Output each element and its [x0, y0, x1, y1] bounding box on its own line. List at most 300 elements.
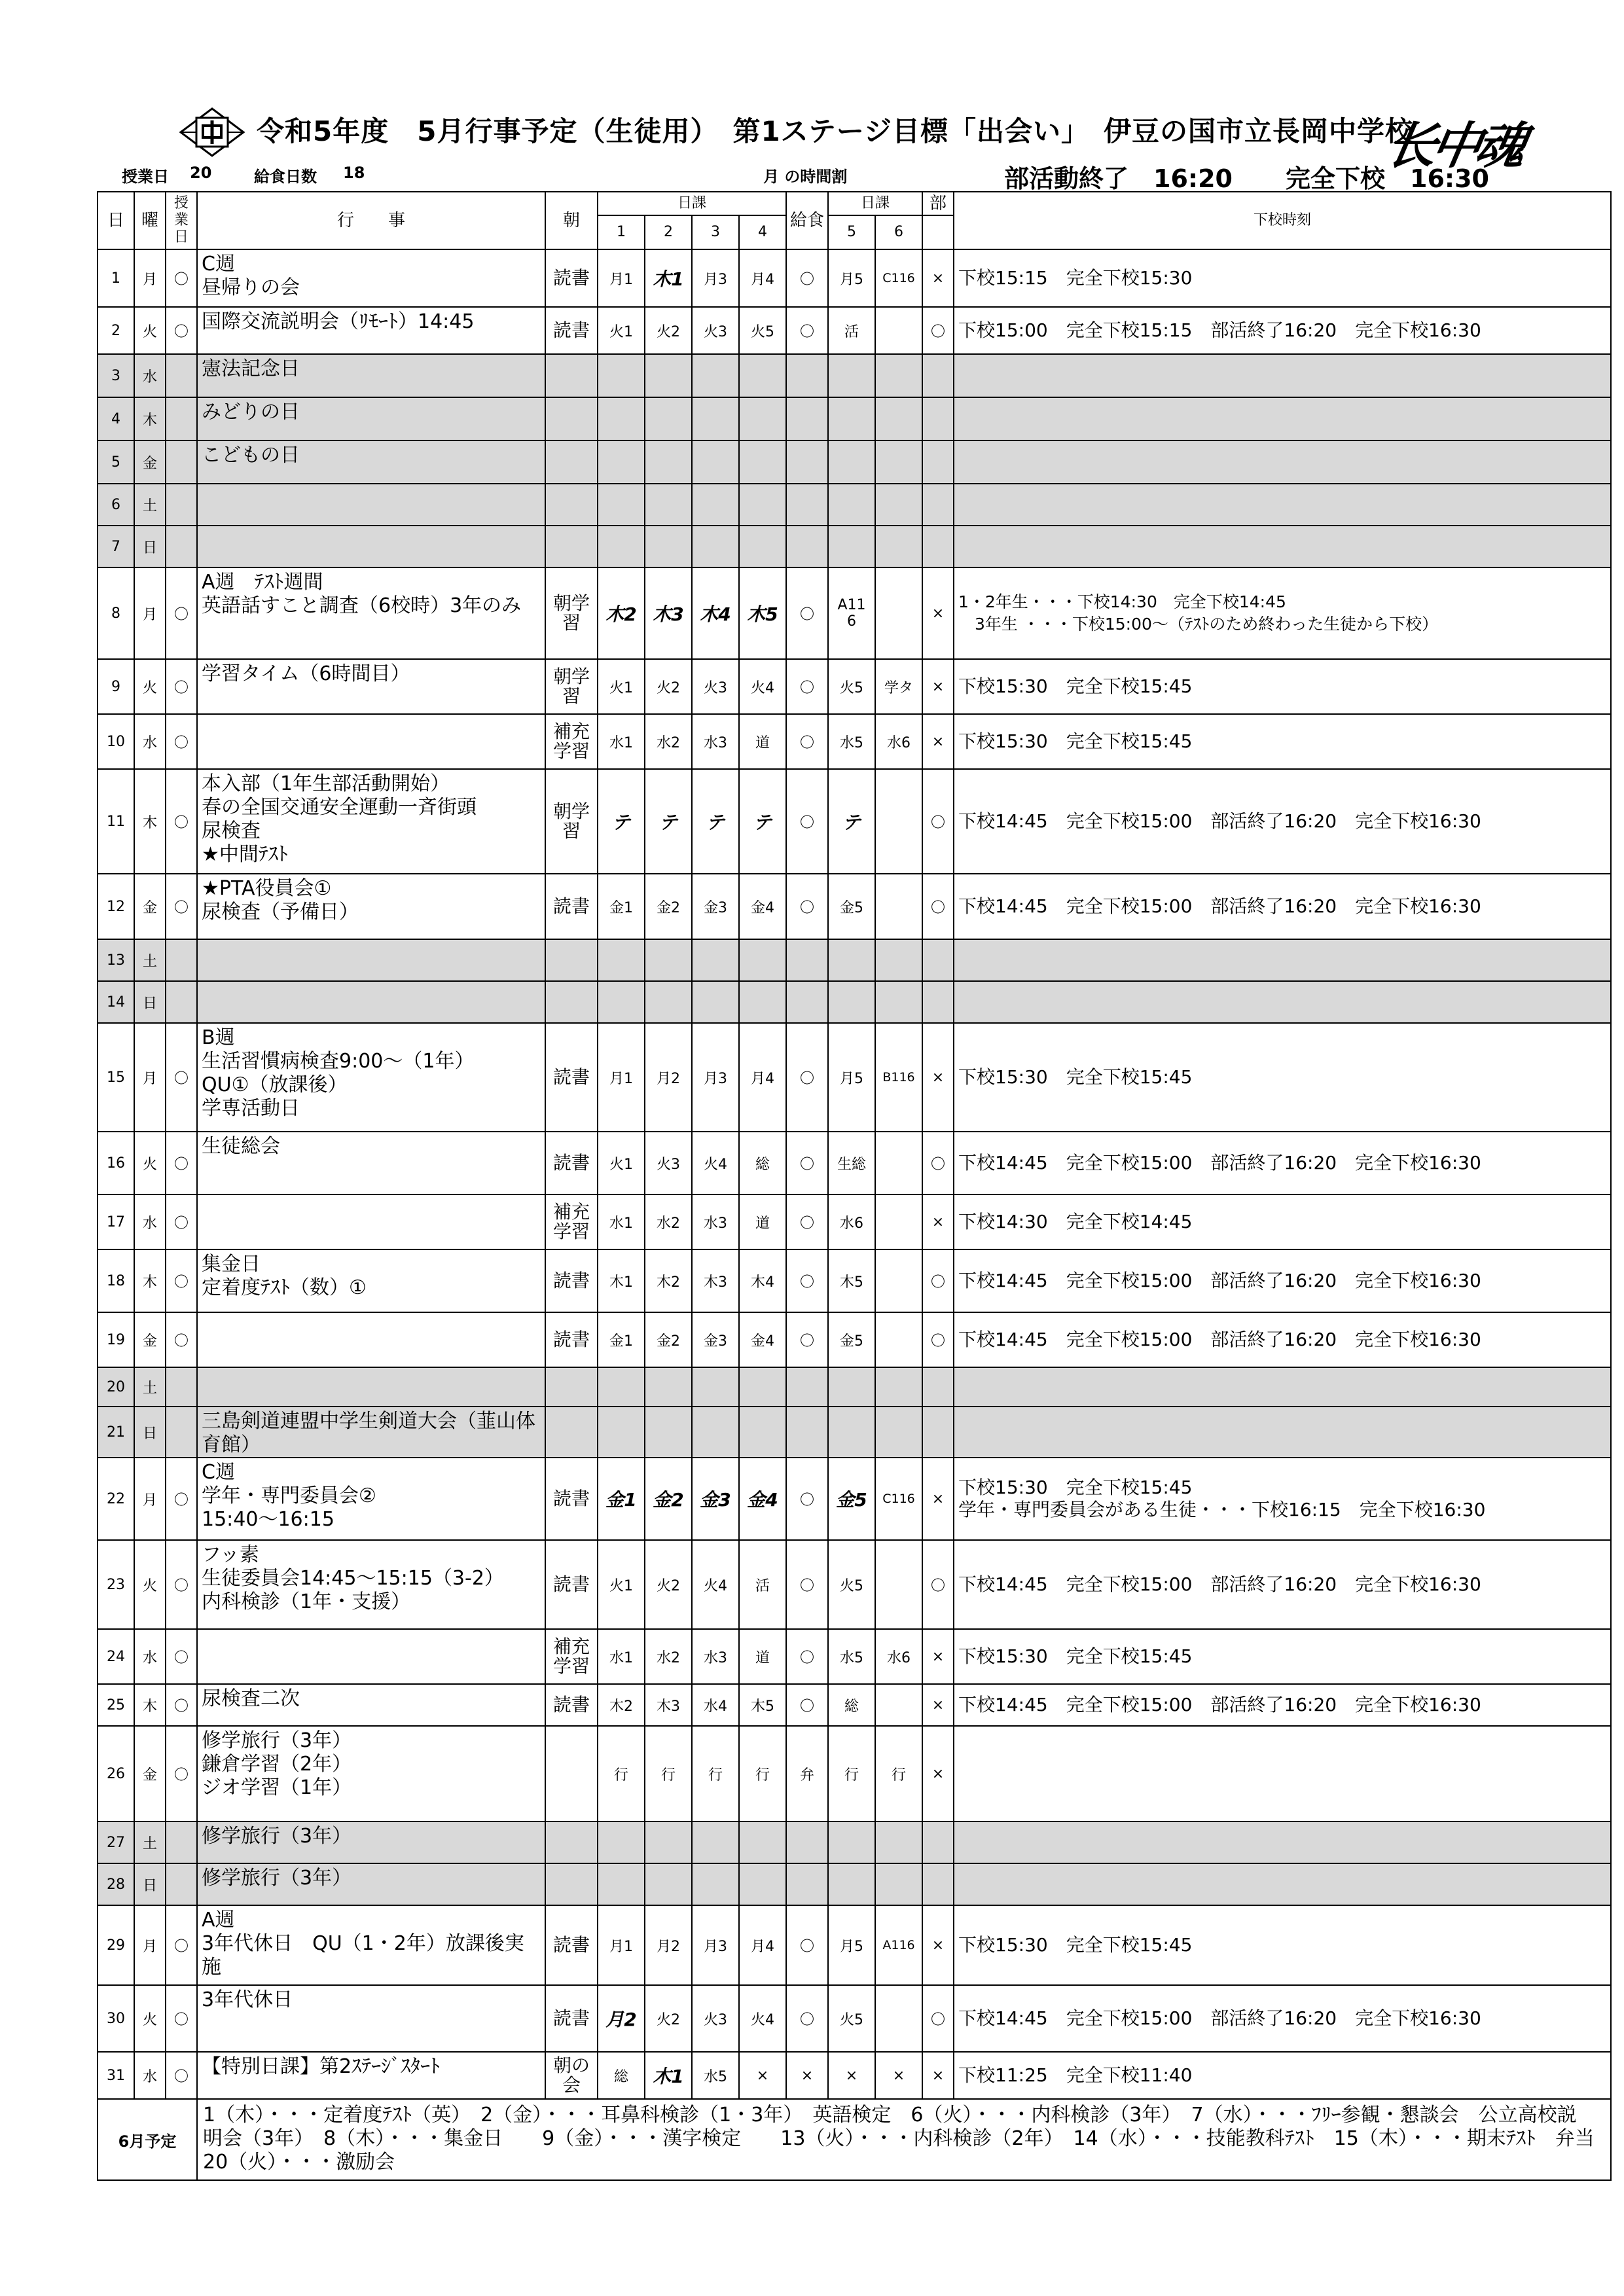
club-mark: 〇 — [922, 1985, 954, 2052]
morning-activity — [545, 440, 598, 484]
table-row — [98, 769, 1611, 874]
school-day-mark: 〇 — [166, 874, 197, 939]
table-row — [98, 1821, 1611, 1863]
lunch-mark — [786, 939, 828, 981]
lunch-mark: 〇 — [786, 1458, 828, 1540]
period-5: 水5 — [828, 1629, 875, 1684]
col-day: 日 — [98, 192, 134, 249]
period-6 — [875, 397, 922, 440]
lunch-mark — [786, 1407, 828, 1458]
col-event: 行 事 — [197, 192, 545, 249]
club-mark: × — [922, 2052, 954, 2099]
period-3: 水5 — [692, 2052, 739, 2099]
table-row — [98, 440, 1611, 484]
dismissal-time — [954, 526, 1611, 567]
period-5: 活 — [828, 307, 875, 354]
lunch-mark — [786, 526, 828, 567]
school-day-mark — [166, 939, 197, 981]
school-day-mark — [166, 397, 197, 440]
period-6 — [875, 1407, 922, 1458]
event-text: A週 3年代休日 QU（1・2年）放課後実 施 — [197, 1905, 545, 1985]
morning-activity — [545, 526, 598, 567]
dismissal-time: 下校14:45 完全下校15:00 部活終了16:20 完全下校16:30 — [954, 1249, 1611, 1312]
event-text: 国際交流説明会（ﾘﾓｰﾄ）14:45 — [197, 307, 545, 354]
lunch-mark: 〇 — [786, 769, 828, 874]
weekday: 月 — [134, 1905, 166, 1985]
period-1: 月1 — [598, 249, 645, 307]
period-1: 金1 — [598, 1312, 645, 1367]
table-row — [98, 397, 1611, 440]
period-2 — [645, 526, 692, 567]
club-mark — [922, 939, 954, 981]
day-number: 28 — [98, 1863, 134, 1905]
col-club: 部 — [922, 192, 954, 215]
period-4 — [739, 526, 786, 567]
period-2: 火2 — [645, 1985, 692, 2052]
dismissal-time — [954, 354, 1611, 397]
school-days-value: 20 — [190, 164, 212, 182]
table-row — [98, 567, 1611, 659]
dismissal-time — [954, 397, 1611, 440]
period-2: 火2 — [645, 307, 692, 354]
day-number: 8 — [98, 567, 134, 659]
dismissal-time — [954, 1726, 1611, 1821]
weekday: 火 — [134, 1985, 166, 2052]
lunch-mark: 〇 — [786, 1132, 828, 1194]
period-3: 月3 — [692, 249, 739, 307]
period-2 — [645, 981, 692, 1023]
weekday: 水 — [134, 354, 166, 397]
event-text — [197, 1194, 545, 1249]
table-row — [98, 939, 1611, 981]
period-5: × — [828, 2052, 875, 2099]
club-mark: × — [922, 659, 954, 714]
col-period-4: 4 — [739, 215, 786, 249]
period-4: 総 — [739, 1132, 786, 1194]
period-3: 木4 — [692, 567, 739, 659]
morning-activity — [545, 1726, 598, 1821]
dismissal-time: 1・2年生・・・下校14:30 完全下校14:45 3年生 ・・・下校15:00～（ﾃｽﾄのため終わった生徒から下校） — [954, 567, 1611, 659]
dismissal-time — [954, 1367, 1611, 1407]
club-mark: × — [922, 567, 954, 659]
period-1 — [598, 484, 645, 526]
col-lunch: 給食 — [786, 192, 828, 249]
period-3: 行 — [692, 1726, 739, 1821]
period-4 — [739, 981, 786, 1023]
morning-activity: 読書 — [545, 1684, 598, 1726]
lunch-mark: 〇 — [786, 1684, 828, 1726]
period-5 — [828, 397, 875, 440]
period-6 — [875, 1985, 922, 2052]
morning-activity — [545, 1407, 598, 1458]
lunch-mark — [786, 1821, 828, 1863]
period-5: 木5 — [828, 1249, 875, 1312]
event-text — [197, 1312, 545, 1367]
weekday: 土 — [134, 1821, 166, 1863]
club-mark — [922, 1367, 954, 1407]
table-row — [98, 354, 1611, 397]
morning-activity — [545, 354, 598, 397]
col-period-6: 6 — [875, 215, 922, 249]
morning-activity: 読書 — [545, 1905, 598, 1985]
period-5 — [828, 440, 875, 484]
dismissal-time: 下校14:45 完全下校15:00 部活終了16:20 完全下校16:30 — [954, 1985, 1611, 2052]
period-6: C116 — [875, 1458, 922, 1540]
club-mark: × — [922, 1023, 954, 1132]
period-3 — [692, 1863, 739, 1905]
weekday: 金 — [134, 440, 166, 484]
lunch-mark — [786, 1367, 828, 1407]
weekday: 木 — [134, 1249, 166, 1312]
club-mark: × — [922, 1684, 954, 1726]
period-2: テ — [645, 769, 692, 874]
period-6 — [875, 939, 922, 981]
table-row — [98, 249, 1611, 307]
period-5: A11 6 — [828, 567, 875, 659]
dismissal-time: 下校15:30 完全下校15:45 — [954, 1905, 1611, 1985]
table-row — [98, 1194, 1611, 1249]
weekday: 金 — [134, 1312, 166, 1367]
school-days-label: 授業日 — [122, 168, 169, 186]
summary-row — [0, 157, 1624, 196]
event-text: B週 生活習慣病検査9:00～（1年） QU①（放課後） 学専活動日 — [197, 1023, 545, 1132]
period-5: 行 — [828, 1726, 875, 1821]
col-club-blank — [922, 215, 954, 249]
period-1: 火1 — [598, 307, 645, 354]
table-row — [98, 1985, 1611, 2052]
table-row — [98, 1132, 1611, 1194]
period-2 — [645, 1367, 692, 1407]
period-3: 火3 — [692, 307, 739, 354]
period-1 — [598, 1407, 645, 1458]
event-text: 本入部（1年生部活動開始） 春の全国交通安全運動一斉街頭 尿検査 ★中間ﾃｽﾄ — [197, 769, 545, 874]
period-5 — [828, 1407, 875, 1458]
period-6: × — [875, 2052, 922, 2099]
weekday: 水 — [134, 2052, 166, 2099]
period-6 — [875, 440, 922, 484]
period-2: 木2 — [645, 1249, 692, 1312]
morning-activity: 朝の 会 — [545, 2052, 598, 2099]
dismissal-time: 下校14:45 完全下校15:00 部活終了16:20 完全下校16:30 — [954, 1684, 1611, 1726]
period-5: 総 — [828, 1684, 875, 1726]
period-2: 火2 — [645, 659, 692, 714]
weekday: 木 — [134, 397, 166, 440]
morning-activity — [545, 939, 598, 981]
weekday: 火 — [134, 1540, 166, 1629]
school-day-mark: 〇 — [166, 567, 197, 659]
period-3: 金3 — [692, 1458, 739, 1540]
lunch-mark: 〇 — [786, 1249, 828, 1312]
period-3 — [692, 484, 739, 526]
period-2 — [645, 484, 692, 526]
event-text — [197, 939, 545, 981]
period-1 — [598, 981, 645, 1023]
morning-activity — [545, 484, 598, 526]
school-day-mark — [166, 354, 197, 397]
table-row — [98, 1905, 1611, 1985]
period-1: 水1 — [598, 1629, 645, 1684]
table-row — [98, 1540, 1611, 1629]
period-5: 月5 — [828, 1023, 875, 1132]
period-3: 火3 — [692, 1985, 739, 2052]
dismissal-time — [954, 939, 1611, 981]
period-1 — [598, 939, 645, 981]
lunch-mark — [786, 397, 828, 440]
day-number: 25 — [98, 1684, 134, 1726]
lunch-mark: 〇 — [786, 1194, 828, 1249]
period-4: 金4 — [739, 1458, 786, 1540]
dismissal-time — [954, 440, 1611, 484]
morning-activity: 読書 — [545, 1540, 598, 1629]
period-2: 金2 — [645, 1312, 692, 1367]
dismissal-time — [954, 981, 1611, 1023]
event-text: 憲法記念日 — [197, 354, 545, 397]
day-number: 20 — [98, 1367, 134, 1407]
period-6: 水6 — [875, 1629, 922, 1684]
period-5: 水5 — [828, 714, 875, 769]
school-day-mark — [166, 1367, 197, 1407]
period-4: 月4 — [739, 249, 786, 307]
period-2 — [645, 397, 692, 440]
lunch-mark: 〇 — [786, 249, 828, 307]
school-day-mark: 〇 — [166, 1194, 197, 1249]
lunch-mark: 〇 — [786, 874, 828, 939]
dismissal-time: 下校14:45 完全下校15:00 部活終了16:20 完全下校16:30 — [954, 1540, 1611, 1629]
period-2: 月2 — [645, 1023, 692, 1132]
period-3 — [692, 1367, 739, 1407]
lunch-mark — [786, 981, 828, 1023]
club-mark — [922, 981, 954, 1023]
club-mark — [922, 1407, 954, 1458]
event-text: こどもの日 — [197, 440, 545, 484]
period-1: 月1 — [598, 1905, 645, 1985]
school-day-mark: 〇 — [166, 1905, 197, 1985]
day-number: 14 — [98, 981, 134, 1023]
day-number: 22 — [98, 1458, 134, 1540]
period-6 — [875, 1367, 922, 1407]
period-4: 金4 — [739, 1312, 786, 1367]
period-4 — [739, 1367, 786, 1407]
period-2: 木1 — [645, 2052, 692, 2099]
club-mark: × — [922, 1629, 954, 1684]
lunch-mark: 〇 — [786, 1312, 828, 1367]
schedule-table — [97, 191, 1612, 2181]
table-row — [98, 1249, 1611, 1312]
col-period-2: 2 — [645, 215, 692, 249]
dismissal-time: 下校14:45 完全下校15:00 部活終了16:20 完全下校16:30 — [954, 874, 1611, 939]
period-1: 木1 — [598, 1249, 645, 1312]
event-text: 集金日 定着度ﾃｽﾄ（数）① — [197, 1249, 545, 1312]
event-text — [197, 526, 545, 567]
period-2: 水2 — [645, 1194, 692, 1249]
weekday: 金 — [134, 874, 166, 939]
morning-activity: 朝学 習 — [545, 567, 598, 659]
day-number: 10 — [98, 714, 134, 769]
period-4: 道 — [739, 1629, 786, 1684]
dismissal-time: 下校14:45 完全下校15:00 部活終了16:20 完全下校16:30 — [954, 1312, 1611, 1367]
col-weekday: 曜 — [134, 192, 166, 249]
period-5: 月5 — [828, 249, 875, 307]
school-day-mark: 〇 — [166, 2052, 197, 2099]
weekday: 水 — [134, 714, 166, 769]
period-5 — [828, 1367, 875, 1407]
club-mark: × — [922, 1905, 954, 1985]
dismissal-time: 下校15:30 完全下校15:45 — [954, 1629, 1611, 1684]
morning-activity: 読書 — [545, 1985, 598, 2052]
school-day-mark: 〇 — [166, 307, 197, 354]
period-6 — [875, 769, 922, 874]
period-2: 木3 — [645, 567, 692, 659]
period-4: 道 — [739, 714, 786, 769]
event-text: 三島剣道連盟中学生剣道大会（韮山体育館） — [197, 1407, 545, 1458]
period-4: 木4 — [739, 1249, 786, 1312]
period-4: 火4 — [739, 659, 786, 714]
school-day-mark: 〇 — [166, 659, 197, 714]
period-6 — [875, 526, 922, 567]
period-3 — [692, 939, 739, 981]
event-text — [197, 714, 545, 769]
period-4: 火5 — [739, 307, 786, 354]
dismissal-time: 下校15:15 完全下校15:30 — [954, 249, 1611, 307]
period-4 — [739, 484, 786, 526]
period-1: 月1 — [598, 1023, 645, 1132]
period-3: 金3 — [692, 1312, 739, 1367]
col-school-day: 授業日 — [166, 192, 197, 249]
period-1: 火1 — [598, 1540, 645, 1629]
period-3: 金3 — [692, 874, 739, 939]
club-mark: 〇 — [922, 1312, 954, 1367]
table-row — [98, 1458, 1611, 1540]
weekday: 日 — [134, 981, 166, 1023]
period-4: 月4 — [739, 1023, 786, 1132]
period-3 — [692, 354, 739, 397]
table-row — [98, 1023, 1611, 1132]
period-1 — [598, 1367, 645, 1407]
period-2 — [645, 1821, 692, 1863]
period-3 — [692, 1407, 739, 1458]
weekday: 日 — [134, 526, 166, 567]
period-3 — [692, 981, 739, 1023]
dismissal-time: 下校15:30 完全下校15:45 — [954, 659, 1611, 714]
day-number: 16 — [98, 1132, 134, 1194]
school-day-mark — [166, 1407, 197, 1458]
period-1: 月2 — [598, 1985, 645, 2052]
table-row — [98, 874, 1611, 939]
day-number: 24 — [98, 1629, 134, 1684]
club-mark: × — [922, 1194, 954, 1249]
club-mark: × — [922, 249, 954, 307]
school-day-mark: 〇 — [166, 1540, 197, 1629]
period-6 — [875, 1194, 922, 1249]
col-period-1: 1 — [598, 215, 645, 249]
weekday: 木 — [134, 1684, 166, 1726]
school-day-mark — [166, 981, 197, 1023]
period-5 — [828, 1863, 875, 1905]
dismissal-time — [954, 1821, 1611, 1863]
club-mark — [922, 440, 954, 484]
lunch-mark: 〇 — [786, 567, 828, 659]
lunch-mark: 弁 — [786, 1726, 828, 1821]
weekday: 火 — [134, 659, 166, 714]
morning-activity: 読書 — [545, 874, 598, 939]
school-day-mark: 〇 — [166, 769, 197, 874]
lunch-mark: 〇 — [786, 659, 828, 714]
period-5: 生総 — [828, 1132, 875, 1194]
period-4: × — [739, 2052, 786, 2099]
period-2: 木3 — [645, 1684, 692, 1726]
day-number: 15 — [98, 1023, 134, 1132]
period-1 — [598, 1821, 645, 1863]
period-5: テ — [828, 769, 875, 874]
period-6 — [875, 354, 922, 397]
period-1: 行 — [598, 1726, 645, 1821]
school-day-mark: 〇 — [166, 1132, 197, 1194]
period-2 — [645, 939, 692, 981]
morning-activity: 読書 — [545, 249, 598, 307]
day-number: 4 — [98, 397, 134, 440]
period-5 — [828, 939, 875, 981]
event-text: 修学旅行（3年） 鎌倉学習（2年） ジオ学習（1年） — [197, 1726, 545, 1821]
col-dismissal: 下校時刻 — [954, 192, 1611, 249]
event-text — [197, 484, 545, 526]
period-6 — [875, 484, 922, 526]
dismissal-time — [954, 1407, 1611, 1458]
weekday: 月 — [134, 249, 166, 307]
period-3: テ — [692, 769, 739, 874]
dismissal-time: 下校11:25 完全下校11:40 — [954, 2052, 1611, 2099]
period-3: 水3 — [692, 714, 739, 769]
period-3: 月3 — [692, 1905, 739, 1985]
event-text: C週 昼帰りの会 — [197, 249, 545, 307]
table-row — [98, 307, 1611, 354]
period-3: 木3 — [692, 1249, 739, 1312]
lunch-mark — [786, 440, 828, 484]
school-day-mark — [166, 484, 197, 526]
morning-activity: 補充 学習 — [545, 1194, 598, 1249]
table-row — [98, 526, 1611, 567]
period-4 — [739, 1821, 786, 1863]
period-3 — [692, 1821, 739, 1863]
period-3: 火4 — [692, 1540, 739, 1629]
period-2: 金2 — [645, 1458, 692, 1540]
period-6 — [875, 1540, 922, 1629]
period-3: 水3 — [692, 1194, 739, 1249]
period-2: 金2 — [645, 874, 692, 939]
weekday: 土 — [134, 1367, 166, 1407]
day-number: 27 — [98, 1821, 134, 1863]
morning-activity: 読書 — [545, 1458, 598, 1540]
period-4: 活 — [739, 1540, 786, 1629]
weekday: 月 — [134, 1023, 166, 1132]
period-1: 金1 — [598, 1458, 645, 1540]
morning-activity: 補充 学習 — [545, 714, 598, 769]
period-4: 行 — [739, 1726, 786, 1821]
weekday: 火 — [134, 307, 166, 354]
period-3: 水4 — [692, 1684, 739, 1726]
period-1 — [598, 397, 645, 440]
col-nikka-am: 日課 — [598, 192, 786, 215]
table-row — [98, 714, 1611, 769]
event-text: 生徒総会 — [197, 1132, 545, 1194]
table-row — [98, 1863, 1611, 1905]
school-day-mark: 〇 — [166, 249, 197, 307]
event-text: C週 学年・専門委員会② 15:40～16:15 — [197, 1458, 545, 1540]
period-2: 水2 — [645, 1629, 692, 1684]
period-6 — [875, 1684, 922, 1726]
june-label: 6月予定 — [98, 2099, 197, 2180]
weekday: 水 — [134, 1629, 166, 1684]
period-5 — [828, 981, 875, 1023]
